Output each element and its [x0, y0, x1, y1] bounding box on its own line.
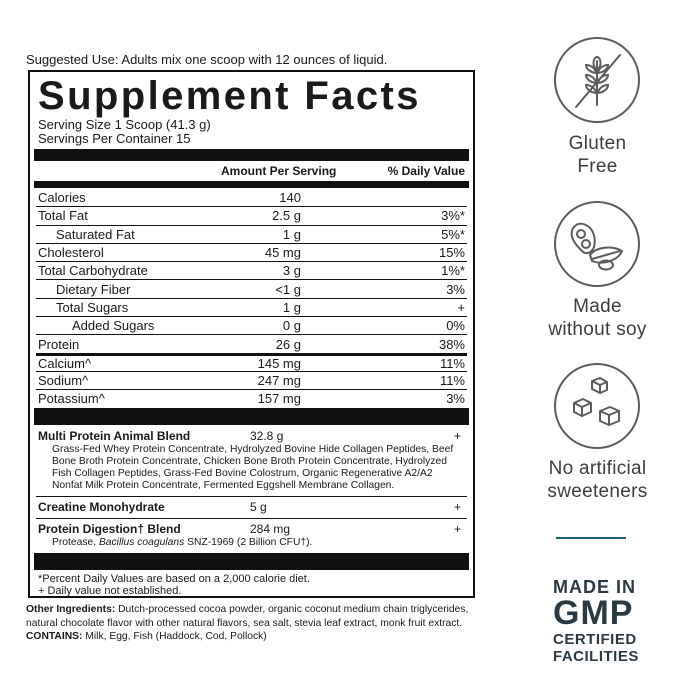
wheat-crossed-icon [554, 37, 640, 123]
blend-desc-prefix: Protease, [52, 536, 99, 548]
nutrient-row [36, 206, 467, 224]
blend-dv: + [453, 521, 461, 536]
other-ingredients [26, 603, 486, 630]
nutrient-label: Sodium^ [38, 373, 89, 389]
nutrient-dv: 3%* [441, 208, 465, 224]
other-ingredients-label: Other Ingredients: [26, 604, 116, 615]
nutrient-amount: 2.5 g [272, 208, 301, 224]
nutrient-dv: 11% [439, 355, 465, 371]
nutrient-amount: 0 g [282, 318, 301, 334]
nutrient-dv: + [457, 299, 465, 315]
nutrient-row [36, 261, 467, 279]
nutrient-label: Saturated Fat [56, 226, 135, 242]
divider-bar [34, 553, 469, 570]
nutrient-row [36, 188, 467, 206]
nutrient-amount: 3 g [282, 263, 301, 279]
nutrient-dv: 11% [439, 373, 465, 389]
ingredients-block [26, 603, 486, 644]
blend-amount: 32.8 g [250, 428, 284, 443]
panel-title: Supplement Facts [38, 74, 421, 118]
badge-label-line: without soy [548, 319, 647, 340]
nutrient-row [36, 298, 467, 316]
blend-amount: 5 g [250, 499, 267, 514]
gmp-line3: CERTIFIED [553, 631, 637, 648]
blend-creatine [36, 497, 467, 518]
nutrient-amount: 1 g [282, 226, 301, 242]
soybean-icon [554, 201, 640, 287]
divider-bar [34, 408, 469, 425]
blend-amount: 284 mg [250, 521, 291, 536]
servings-per-container: Servings Per Container 15 [38, 131, 191, 146]
nutrient-dv: 3% [446, 281, 465, 297]
badge-label-line: Made [573, 296, 622, 317]
nutrient-label: Calcium^ [38, 355, 92, 371]
nutrient-dv: 3% [446, 391, 465, 407]
blend-dv: + [453, 428, 461, 443]
gmp-line4: FACILITIES [553, 648, 639, 665]
column-headers [36, 161, 467, 181]
nutrient-amount: 145 mg [257, 355, 301, 371]
contains [26, 630, 486, 644]
nutrient-label: Total Sugars [56, 299, 129, 315]
blend-description [38, 537, 465, 549]
badge-soy-label [520, 295, 675, 341]
blend-name: Creatine Monohydrate [38, 499, 165, 514]
blend-name: Protein Digestion† Blend [38, 521, 181, 536]
blend-dv: + [453, 499, 461, 514]
nutrient-row [36, 371, 467, 389]
blend-desc-organism: Bacillus coagulans [98, 536, 185, 548]
badge-gluten-free-label [520, 132, 675, 178]
divider-line [556, 537, 626, 539]
contains-text: Milk, Egg, Fish (Haddock, Cod, Pollock) [82, 631, 267, 642]
nutrient-amount: 140 [279, 189, 301, 205]
divider-bar [34, 149, 469, 161]
contains-label: CONTAINS: [26, 631, 83, 642]
nutrient-row [36, 389, 467, 407]
other-ingredients-text: Dutch-processed cocoa powder, organic coconut medium chain triglycerides, natural chocolate flavor with other natural flavors, sea salt, stevia leaf extract, monk fruit extract. [26, 604, 469, 629]
nutrient-dv: 0% [446, 318, 465, 334]
nutrient-amount: 45 mg [264, 245, 301, 261]
sugar-cubes-icon [554, 363, 640, 449]
nutrient-row [36, 334, 467, 352]
badge-label-line: sweeteners [547, 481, 648, 502]
badge-column [520, 0, 700, 700]
blend-desc-suffix: SNZ-1969 (2 Billion CFU†). [184, 536, 313, 548]
nutrient-row [36, 279, 467, 297]
nutrient-label: Added Sugars [72, 318, 155, 334]
nutrient-dv: 5%* [441, 226, 465, 242]
blend-multi-protein [36, 425, 467, 496]
dv-footnote: *Percent Daily Values are based on a 2,000 calorie diet. [38, 572, 310, 585]
nutrient-amount: 157 mg [257, 391, 301, 407]
badge-label-line: Free [577, 156, 618, 177]
nutrient-amount: 26 g [275, 336, 301, 352]
gmp-line1: MADE IN [553, 577, 636, 597]
gmp-line2: GMP [553, 594, 634, 632]
nutrient-label: Dietary Fiber [56, 281, 131, 297]
nutrient-label: Total Fat [38, 208, 88, 224]
blend-name: Multi Protein Animal Blend [38, 428, 191, 443]
dv-header: % Daily Value [387, 164, 465, 178]
amount-header: Amount Per Serving [221, 164, 337, 178]
badge-label-line: No artificial [548, 458, 647, 479]
nutrient-amount: 1 g [282, 299, 301, 315]
blend-description: Grass-Fed Whey Protein Concentrate, Hydrolyzed Bovine Hide Collagen Peptides, Beef Bone Broth Protein Concentrate, Chicken Bone Broth Protein Concentrate, Hydrolyzed Fish Collagen Peptides, Grass-Fed Bovine Colostrum, Organic Regenerative A2/A2 Nonfat Milk Protein Concentrate, Fermented Eggshell Membrane Collagen. [52, 443, 454, 491]
nutrient-dv: 38% [438, 336, 465, 352]
nutrient-label: Cholesterol [38, 245, 104, 261]
nutrient-dv: 15% [438, 245, 465, 261]
nutrient-amount: <1 g [275, 281, 301, 297]
supplement-facts-panel [28, 70, 475, 598]
nutrient-label: Potassium^ [38, 391, 105, 407]
nutrient-row [36, 316, 467, 334]
nutrient-amount: 247 mg [257, 373, 301, 389]
plus-footnote: + Daily value not established. [38, 585, 182, 598]
divider-bar [34, 181, 469, 188]
nutrient-label: Calories [38, 189, 86, 205]
nutrient-dv: 1%* [441, 263, 465, 279]
nutrient-row [36, 353, 467, 371]
badge-sweeteners-label [520, 457, 675, 503]
nutrient-list [36, 188, 467, 408]
nutrient-label: Total Carbohydrate [38, 263, 148, 279]
suggested-use: Suggested Use: Adults mix one scoop with 12 ounces of liquid. [26, 52, 388, 67]
nutrient-label: Protein [38, 336, 80, 352]
serving-size: Serving Size 1 Scoop (41.3 g) [38, 117, 211, 132]
nutrient-row [36, 225, 467, 243]
nutrient-row [36, 243, 467, 261]
blend-protein-digestion [36, 519, 467, 553]
footnotes [36, 570, 467, 601]
badge-label-line: Gluten [568, 133, 627, 154]
